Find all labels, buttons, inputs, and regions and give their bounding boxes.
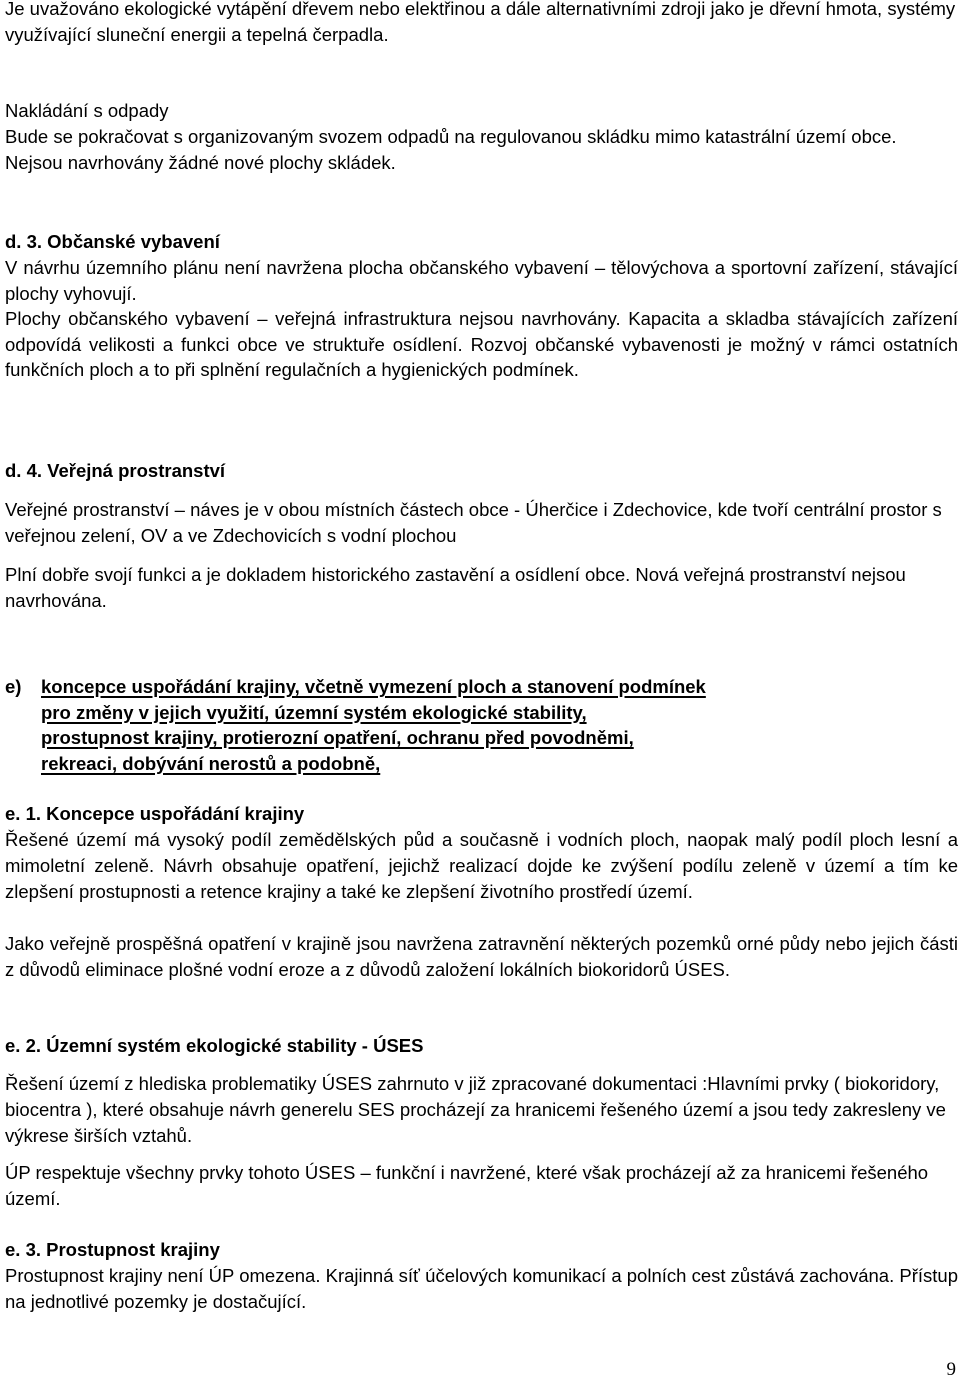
chapter-title-line-4: rekreaci, dobývání nerostů a podobně, (41, 752, 381, 774)
d4-paragraph-1: Veřejné prostranství – náves je v obou místních částech obce - Úherčice i Zdechovice, kde tvoří centrální prostor s veřejnou zelení, OV a ve Zdechovicích s vodní plochou (5, 499, 942, 546)
chapter-letter: e) (5, 676, 22, 697)
e2-paragraph-1: Řešení území z hlediska problematiky ÚSES zahrnuto v již zpracované dokumentaci :Hlavními prvky ( biokoridory, biocentra ), které obsahuje návrh generelu SES procházejí za hranicemi řešeného území a jsou tedy zakresleny ve výkrese širších vztahů. (5, 1073, 946, 1146)
e1-paragraph-1: Řešené území má vysoký podíl zemědělských půd a současně i vodních ploch, naopak malý podíl ploch lesní a mimoletní zeleně. Návrh obsahuje opatření, jejichž realizací dojde ke zvýšení podílu zeleně v území a tím ke zlepšení prostupnosti a retence krajiny a také ke zlepšení životního prostředí území. (5, 829, 958, 902)
e1-paragraph-2: Jako veřejně prospěšná opatření v krajině jsou navržena zatravnění některých pozemků orné půdy nebo jejich části z důvodů eliminace plošné vodní eroze a z důvodů založení lokálních biokoridorů ÚSES. (5, 933, 958, 980)
section-heading-e1: e. 1. Koncepce uspořádání krajiny (5, 803, 305, 824)
d4-paragraph-2: Plní dobře svojí funkci a je dokladem historického zastavění a osídlení obce. Nová veřejná prostranství nejsou navrhována. (5, 564, 906, 611)
section-heading-d3: d. 3. Občanské vybavení (5, 231, 220, 252)
section-heading-d4: d. 4. Veřejná prostranství (5, 460, 226, 481)
waste-heading: Nakládání s odpady (5, 100, 169, 121)
intro-paragraph: Je uvažováno ekologické vytápění dřevem nebo elektřinou a dále alternativními zdroji jako je dřevní hmota, systémy využívající sluneční energii a tepelná čerpadla. (5, 0, 956, 45)
chapter-title-line-3: prostupnost krajiny, protierozní opatření, ochranu před povodněmi, (41, 727, 634, 748)
chapter-heading-e (5, 674, 905, 776)
d3-paragraph-1: V návrhu územního plánu není navržena plocha občanského vybavení – tělovýchova a sportovní zařízení, stávající plochy vyhovují. (5, 257, 958, 304)
chapter-title-line-2: pro změny v jejich využití, územní systém ekologické stability, (41, 701, 587, 723)
chapter-title-line-1: koncepce uspořádání krajiny, včetně vymezení ploch a stanovení podmínek (41, 676, 706, 697)
d3-paragraph-2: Plochy občanského vybavení – veřejná infrastruktura nejsou navrhovány. Kapacita a skladba stávajících zařízení odpovídá velikosti a funkci obce ve struktuře osídlení. Rozvoj občanské vybavenosti je možný v rámci ostatních funkčních ploch a to při splnění regulačních a hygienických podmínek. (5, 308, 958, 380)
section-heading-e3: e. 3. Prostupnost krajiny (5, 1239, 220, 1260)
e3-paragraph-1: Prostupnost krajiny není ÚP omezena. Krajinná síť účelových komunikací a polních cest zůstává zachována. Přístup na jednotlivé pozemky je dostačující. (5, 1265, 958, 1312)
waste-paragraph: Bude se pokračovat s organizovaným svozem odpadů na regulovanou skládku mimo katastrální území obce. Nejsou navrhovány žádné nové plochy skládek. (5, 126, 897, 173)
e2-paragraph-2: ÚP respektuje všechny prvky tohoto ÚSES – funkční i navržené, které však procházejí až za hranicemi řešeného území. (5, 1162, 929, 1209)
page-number: 9 (946, 1359, 956, 1380)
section-heading-e2: e. 2. Územní systém ekologické stability - ÚSES (5, 1035, 424, 1056)
